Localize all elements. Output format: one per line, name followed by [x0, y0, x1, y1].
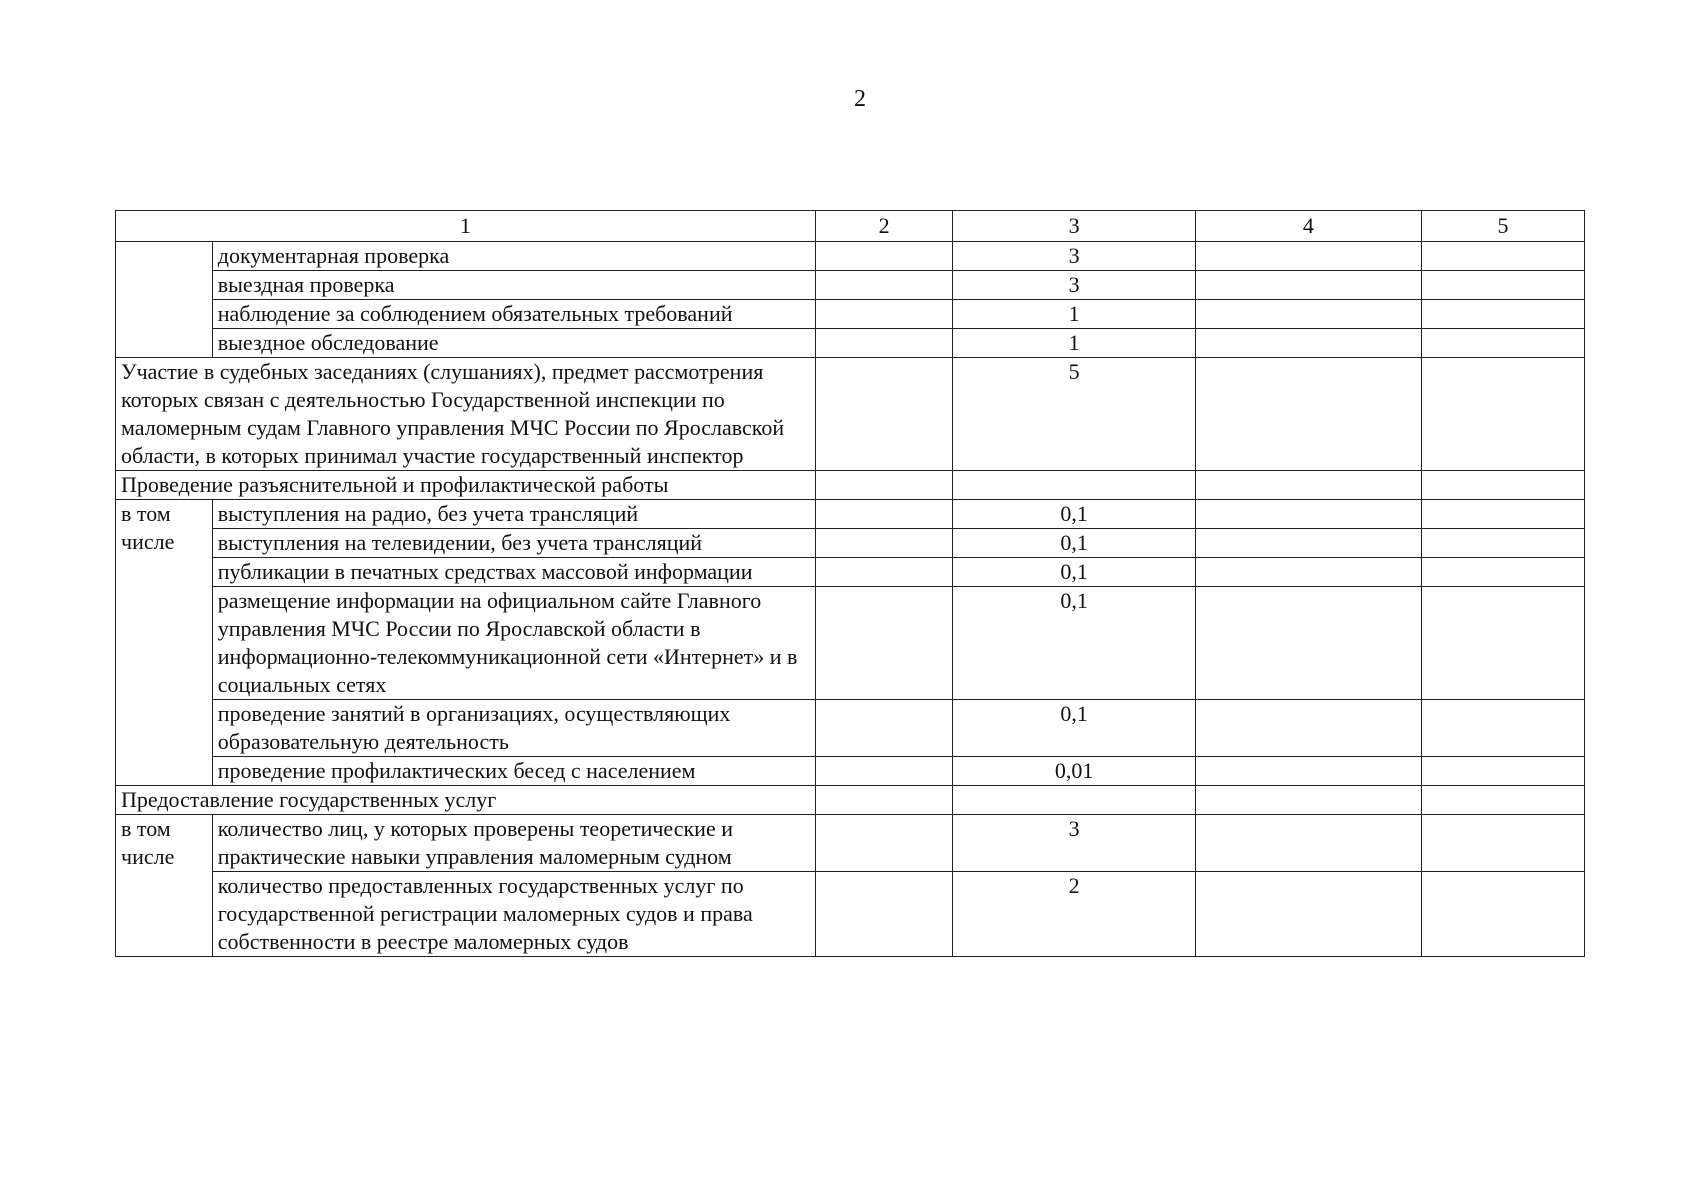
row-label: выездная проверка — [212, 271, 815, 300]
table-row — [116, 329, 1585, 358]
table-row — [116, 558, 1585, 587]
row-label: размещение информации на официальном сайте Главного управления МЧС России по Ярославской области в информационно-телекоммуникационной сети «Интернет» и в социальных сетях — [212, 587, 815, 700]
header-col-1: 1 — [116, 211, 816, 242]
table-row — [116, 500, 1585, 529]
row-label: Участие в судебных заседаниях (слушаниях), предмет рассмотрения которых связан с деятельностью Государственной инспекции по маломерным судам Главного управления МЧС России по Ярославской области, в которых принимал участие государственный инспектор — [116, 358, 816, 471]
indicators-table — [115, 210, 1585, 957]
table-row — [116, 700, 1585, 757]
row-label: публикации в печатных средствах массовой информации — [212, 558, 815, 587]
row-value: 0,1 — [953, 558, 1195, 587]
table-row — [116, 300, 1585, 329]
table-row — [116, 587, 1585, 700]
empty-group-cell — [116, 242, 213, 358]
row-value: 0,01 — [953, 757, 1195, 786]
header-col-5: 5 — [1421, 211, 1584, 242]
table-row — [116, 242, 1585, 271]
row-label: выступления на радио, без учета трансляций — [212, 500, 815, 529]
page-number: 2 — [854, 86, 866, 112]
row-value: 1 — [953, 300, 1195, 329]
row-value: 0,1 — [953, 529, 1195, 558]
row-label: выступления на телевидении, без учета трансляций — [212, 529, 815, 558]
row-label: выездное обследование — [212, 329, 815, 358]
section-row — [116, 471, 1585, 500]
row-label: проведение занятий в организациях, осуществляющих образовательную деятельность — [212, 700, 815, 757]
row-label: документарная проверка — [212, 242, 815, 271]
table-row — [116, 271, 1585, 300]
row-value: 0,1 — [953, 587, 1195, 700]
section-label: Проведение разъяснительной и профилактической работы — [116, 471, 816, 500]
table-header-row — [116, 211, 1585, 242]
section-label: Предоставление государственных услуг — [116, 786, 816, 815]
table-row — [116, 529, 1585, 558]
header-col-2: 2 — [815, 211, 953, 242]
row-label: наблюдение за соблюдением обязательных требований — [212, 300, 815, 329]
row-value: 3 — [953, 815, 1195, 872]
group-label: в том числе — [116, 815, 213, 957]
row-value: 0,1 — [953, 500, 1195, 529]
header-col-4: 4 — [1195, 211, 1421, 242]
row-value: 3 — [953, 242, 1195, 271]
table-row — [116, 872, 1585, 957]
row-label: количество лиц, у которых проверены теоретические и практические навыки управления маломерным судном — [212, 815, 815, 872]
table-row — [116, 757, 1585, 786]
row-label: количество предоставленных государственных услуг по государственной регистрации маломерных судов и права собственности в реестре маломерных судов — [212, 872, 815, 957]
row-label: проведение профилактических бесед с населением — [212, 757, 815, 786]
row-value: 5 — [953, 358, 1195, 471]
header-col-3: 3 — [953, 211, 1195, 242]
row-value: 2 — [953, 872, 1195, 957]
group-label: в том числе — [116, 500, 213, 786]
table-row — [116, 815, 1585, 872]
table-row — [116, 358, 1585, 471]
section-row — [116, 786, 1585, 815]
row-value: 3 — [953, 271, 1195, 300]
row-value: 1 — [953, 329, 1195, 358]
row-value: 0,1 — [953, 700, 1195, 757]
